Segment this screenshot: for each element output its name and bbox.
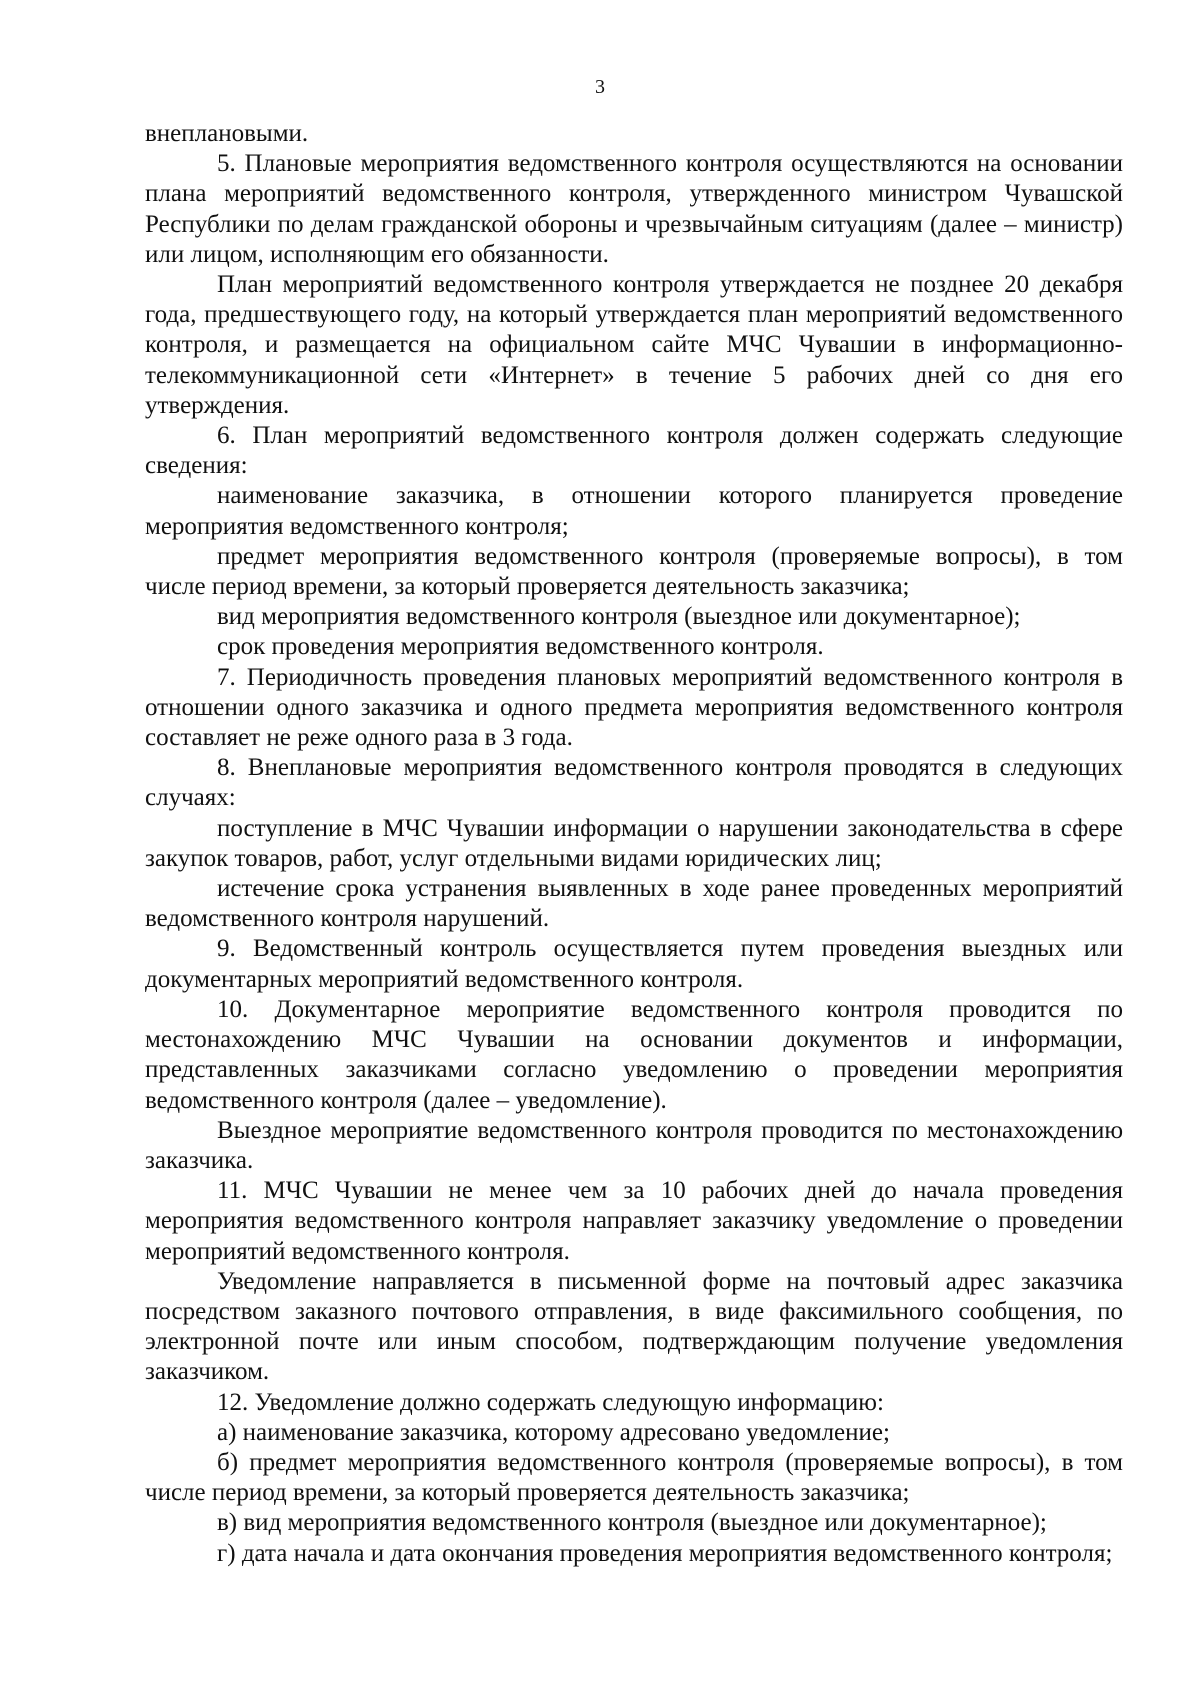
document-body bbox=[145, 119, 1123, 1569]
paragraph-item-12: 12. Уведомление должно содержать следующую информацию: bbox=[217, 1388, 884, 1416]
paragraph-sub-v: в) вид мероприятия ведомственного контроля (выездное или документарное); bbox=[217, 1509, 1047, 1537]
paragraph-item-11: 11. МЧС Чувашии не менее чем за 10 рабочих дней до начала проведения мероприятия ведомственного контроля направляет заказчику уведомление о проведении мероприятий ведомственного контроля. bbox=[145, 1177, 1123, 1265]
paragraph-item-9: 9. Ведомственный контроль осуществляется путем проведения выездных или документарных мероприятий ведомственного контроля. bbox=[145, 935, 1123, 993]
paragraph-notification-delivery: Уведомление направляется в письменной форме на почтовый адрес заказчика посредством заказного почтового отправления, в виде факсимильного сообщения, по электронной почте или иным способом, подтверждающим получение уведомления заказчиком. bbox=[145, 1267, 1123, 1386]
page-number: 3 bbox=[595, 76, 605, 98]
paragraph-plan-approval: План мероприятий ведомственного контроля утверждается не позднее 20 декабря года, предшествующего году, на который утверждается план мероприятий ведомственного контроля, и размещается на официальном сайте МЧС Чувашии в информационно-телекоммуникационной сети «Интернет» в течение 5 рабочих дней со дня его утверждения. bbox=[145, 271, 1123, 419]
paragraph-sub-g: г) дата начала и дата окончания проведения мероприятия ведомственного контроля; bbox=[217, 1539, 1113, 1567]
paragraph-item-7: 7. Периодичность проведения плановых мероприятий ведомственного контроля в отношении одного заказчика и одного предмета мероприятия ведомственного контроля составляет не реже одного раза в 3 года. bbox=[145, 663, 1123, 752]
paragraph-item-8: 8. Внеплановые мероприятия ведомственного контроля проводятся в следующих случаях: bbox=[145, 754, 1123, 812]
paragraph-item-6: 6. План мероприятий ведомственного контроля должен содержать следующие сведения: bbox=[145, 422, 1123, 480]
paragraph-sub-b: б) предмет мероприятия ведомственного контроля (проверяемые вопросы), в том числе период времени, за который проверяется деятельность заказчика; bbox=[145, 1448, 1123, 1507]
paragraph-plan-field-subject: предмет мероприятия ведомственного контроля (проверяемые вопросы), в том числе период времени, за который проверяется деятельность заказчика; bbox=[145, 542, 1123, 601]
paragraph-case-deadline-expiry: истечение срока устранения выявленных в ходе ранее проведенных мероприятий ведомственного контроля нарушений. bbox=[145, 875, 1123, 933]
paragraph-sub-a: а) наименование заказчика, которому адресовано уведомление; bbox=[217, 1418, 890, 1446]
paragraph-item-5: 5. Плановые мероприятия ведомственного контроля осуществляются на основании плана мероприятий ведомственного контроля, утвержденного министром Чувашской Республики по делам гражданской обороны и чрезвычайным ситуациям (далее – министр) или лицом, исполняющим его обязанности. bbox=[145, 150, 1123, 268]
paragraph-continuation: внеплановыми. bbox=[145, 120, 309, 147]
paragraph-field-inspection: Выездное мероприятие ведомственного контроля проводится по местонахождению заказчика. bbox=[145, 1116, 1123, 1174]
paragraph-plan-field-customer: наименование заказчика, в отношении которого планируется проведение мероприятия ведомственного контроля; bbox=[145, 482, 1123, 540]
paragraph-plan-field-type: вид мероприятия ведомственного контроля (выездное или документарное); bbox=[217, 603, 1021, 631]
paragraph-item-10: 10. Документарное мероприятие ведомственного контроля проводится по местонахождению МЧС Чувашии на основании документов и информации, представленных заказчиками согласно уведомлению о проведении мероприятия ведомственного контроля (далее – уведомление). bbox=[145, 995, 1123, 1114]
paragraph-plan-field-term: срок проведения мероприятия ведомственного контроля. bbox=[217, 633, 824, 661]
paragraph-case-violation-info: поступление в МЧС Чувашии информации о нарушении законодательства в сфере закупок товаров, работ, услуг отдельными видами юридических лиц; bbox=[145, 814, 1123, 872]
